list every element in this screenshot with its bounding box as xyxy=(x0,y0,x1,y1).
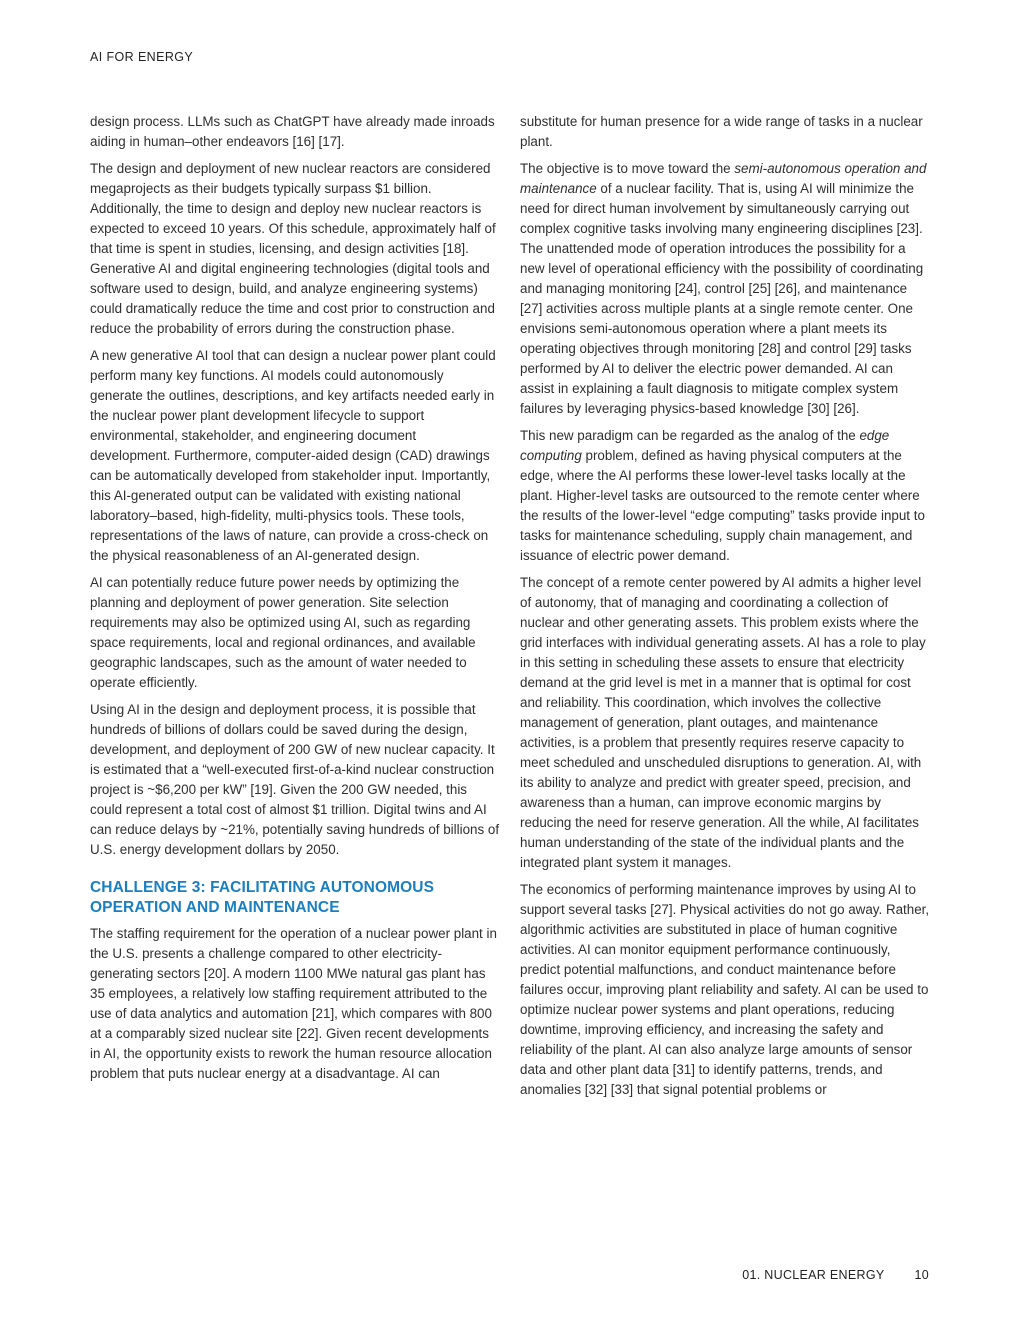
paragraph: The design and deployment of new nuclear reactors are considered megaprojects as their budgets typically surpass $1 billion. Additionally, the time to design and deploy new nuclear reactors is expected to exceed 10 years. Of this schedule, approximately half of that time is spent in studies, licensing, and design activities [18]. Generative AI and digital engineering technologies (digital tools and software used to design, build, and analyze engineering systems) could dramatically reduce the time and cost prior to construction and reduce the probability of errors during the construction phase. xyxy=(90,161,496,336)
paragraph xyxy=(520,159,930,419)
paragraph: Using AI in the design and deployment process, it is possible that hundreds of billions of dollars could be saved during the design, development, and deployment of 200 GW of new nuclear capacity. It is estimated that a “well-executed first-of-a-kind nuclear construction project is ~$6,200 per kW” [19]. Given the 200 GW needed, this could represent a total cost of almost $1 trillion. Digital twins and AI can reduce delays by ~21%, potentially saving hundreds of billions of U.S. energy development dollars by 2050. xyxy=(90,702,500,857)
paragraph: substitute for human presence for a wide range of tasks in a nuclear plant. xyxy=(520,114,923,149)
paragraph: AI can potentially reduce future power needs by optimizing the planning and deployment of power generation. Site selection requirements may also be optimized using AI, such as regarding space requirements, local and regional ordinances, and available geographic landscapes, such as the amount of water needed to operate efficiently. xyxy=(90,575,476,690)
paragraph: The economics of performing maintenance improves by using AI to support several tasks [27]. Physical activities do not go away. Rather, algorithmic activities are substituted in place of human cognitive activities. AI can monitor equipment performance continuously, predict potential malfunctions, and conduct maintenance before failures occur, improving plant reliability and safety. AI can be used to optimize nuclear power systems and plant operations, reducing downtime, improving efficiency, and increasing the safety and reliability of the plant. AI can also analyze large amounts of sensor data and other plant data [31] to identify patterns, trends, and anomalies [32] [33] that signal potential problems or xyxy=(520,882,930,1097)
paragraph: The staffing requirement for the operation of a nuclear power plant in the U.S. presents a challenge compared to other electricity-generating sectors [20]. A modern 1100 MWe natural gas plant has 35 employees, a relatively low staffing requirement attributed to the use of data analytics and automation [21], which compares with 800 at a comparably sized nuclear site [22]. Given recent developments in AI, the opportunity exists to rework the human resource allocation problem that puts nuclear energy at a disadvantage. AI can xyxy=(90,926,497,1081)
footer-section-label: 01. NUCLEAR ENERGY xyxy=(742,1268,885,1282)
text-run: problem, defined as having physical computers at the edge, where the AI performs these lower-level tasks locally at the plant. Higher-level tasks are outsourced to the remote center where the results of the lower-level “edge computing” tasks provide input to tasks for maintenance scheduling, supply chain management, and issuance of electric power demand. xyxy=(520,448,925,563)
right-column xyxy=(520,112,930,1107)
paragraph xyxy=(520,426,930,566)
paragraph: The concept of a remote center powered by AI admits a higher level of autonomy, that of managing and coordinating a collection of nuclear and other generating assets. This problem exists where the grid interfaces with individual generating assets. AI has a role to play in this setting in scheduling these assets to ensure that electricity demand at the grid level is met in a manner that is optimal for cost and reliability. This coordination, which involves the collective management of generation, plant outages, and maintenance activities, is a problem that presently requires reserve capacity to meet scheduled and unscheduled disruptions to generation. AI, with its ability to analyze and predict with greater speed, precision, and awareness than a human, can improve economic margins by reducing the need for reserve generation. All the while, AI facilitates human understanding of the state of the individual plants and the integrated plant system it manages. xyxy=(520,575,926,870)
paragraph: design process. LLMs such as ChatGPT have already made inroads aiding in human–other endeavors [16] [17]. xyxy=(90,114,495,149)
paragraph: A new generative AI tool that can design a nuclear power plant could perform many key functions. AI models could autonomously generate the outlines, descriptions, and key artifacts needed early in the nuclear power plant development lifecycle to support environmental, stakeholder, and engineering document development. Furthermore, computer-aided design (CAD) drawings can be automatically developed from stakeholder input. Importantly, this AI-generated output can be validated with existing national laboratory–based, high-fidelity, multi-physics tools. These tools, representations of the laws of nature, can provide a cross-check on the physical reasonableness of an AI-generated design. xyxy=(90,348,496,563)
text-run: The objective is to move toward the xyxy=(520,161,735,176)
emphasis-text: semi-autonomous operation and maintenance xyxy=(520,161,927,196)
text-run: of a nuclear facility. That is, using AI will minimize the need for direct human involvement by simultaneously carrying out complex cognitive tasks involving many engineering disciplines [23]. The unattended mode of operation introduces the possibility for a new level of operational efficiency with the possibility of coordinating and managing monitoring [24], control [25] [26], and maintenance [27] activities across multiple plants at a single remote center. One envisions semi-autonomous operation where a plant meets its operating objectives through monitoring [28] and control [29] tasks performed by AI to deliver the electric power demanded. AI can assist in explaining a fault diagnosis to mitigate complex system failures by leveraging physics-based knowledge [30] [26]. xyxy=(520,181,924,416)
emphasis-text: edge computing xyxy=(520,428,890,463)
section-heading: CHALLENGE 3: FACILITATING AUTONOMOUS OPERATION AND MAINTENANCE xyxy=(90,879,435,916)
page-footer xyxy=(742,1268,929,1282)
running-header: AI FOR ENERGY xyxy=(90,50,194,64)
page-number: 10 xyxy=(914,1268,929,1282)
left-column xyxy=(90,112,500,1091)
text-run: This new paradigm can be regarded as the analog of the xyxy=(520,428,860,443)
